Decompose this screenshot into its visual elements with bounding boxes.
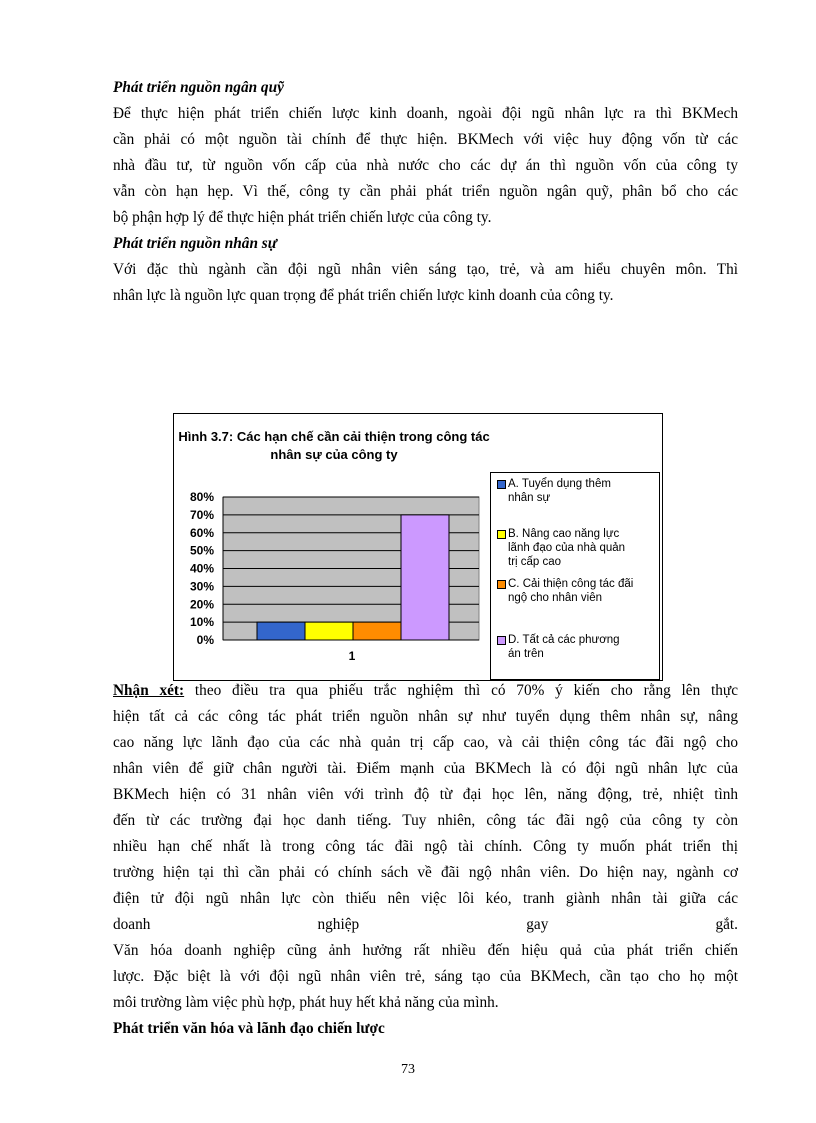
- paragraph-line: môi trường làm việc phù hợp, phát huy hết khả năng của mình.: [113, 994, 499, 1011]
- legend-label: B. Nâng cao năng lực: [508, 528, 620, 540]
- chart-legend: [490, 472, 660, 680]
- paragraph-line: lược. Đặc biệt là với đội ngũ nhân viên trẻ, sáng tạo của BKMech, cần tạo cho họ một: [113, 968, 738, 985]
- y-tick-label: 70%: [189, 507, 214, 522]
- page-number: 73: [401, 1062, 415, 1077]
- bar-c: [353, 622, 401, 640]
- paragraph-line: cần phải có một nguồn tài chính để thực hiện. BKMech với việc huy động vốn từ các: [113, 131, 738, 148]
- y-tick-label: 10%: [189, 615, 214, 630]
- paragraph-line: Văn hóa doanh nghiệp cũng ảnh hưởng rất nhiều đến hiệu quả của phát triển chiến: [113, 942, 738, 959]
- legend-label: D. Tất cả các phương: [508, 634, 620, 646]
- legend-label: lãnh đạo của nhà quản: [508, 542, 626, 554]
- legend-swatch-c: [497, 580, 506, 589]
- paragraph-line: nhân viên để giữ chân người tài. Điểm mạnh của BKMech là có đội ngũ nhân lực của: [113, 760, 738, 777]
- paragraph-line: nhân lực là nguồn lực quan trọng để phát triển chiến lược kinh doanh của công ty.: [113, 287, 614, 304]
- heading-van-hoa-lanh-dao: Phát triển văn hóa và lãnh đạo chiến lược: [113, 1020, 385, 1037]
- bar-b: [305, 622, 353, 640]
- y-tick-label: 30%: [189, 579, 214, 594]
- paragraph-line: trường hiện tại thì cần phải có chính sách về đãi ngộ nhân viên. Do hiện nay, ngành cơ: [113, 864, 738, 881]
- comment-first-line: [113, 678, 738, 704]
- y-tick-label: 0%: [196, 633, 214, 647]
- bar-d: [401, 515, 449, 640]
- legend-label: nhân sự: [508, 492, 551, 504]
- paragraph-line: Để thực hiện phát triển chiến lược kinh doanh, ngoài đội ngũ nhân lực ra thì BKMech: [113, 105, 738, 122]
- legend-label: A. Tuyển dụng thêm: [508, 478, 611, 490]
- chart-title-line1: Hình 3.7: Các hạn chế cần cải thiện trong công tác: [178, 429, 490, 444]
- y-tick-label: 40%: [189, 561, 214, 576]
- paragraph-line: cao năng lực lãnh đạo của các nhà quản trị cấp cao, và cải thiện công tác đãi ngộ cho: [113, 734, 738, 751]
- bar-chart: [173, 413, 663, 681]
- comment-label: Nhận xét:: [113, 682, 185, 699]
- bar-a: [257, 622, 305, 640]
- legend-label: C. Cải thiện công tác đãi: [508, 578, 634, 590]
- x-tick-label: 1: [348, 649, 356, 663]
- paragraph-line: hiện tất cả các công tác phát triển nguồn nhân sự như tuyển dụng thêm nhân sự, nâng: [113, 708, 738, 725]
- paragraph-line: doanh nghiệp gay gắt.: [113, 916, 738, 933]
- chart-title-line2: nhân sự của công ty: [270, 447, 398, 462]
- paragraph-text: theo điều tra qua phiếu trắc nghiệm thì có 70% ý kiến cho rằng lên thực: [184, 682, 738, 699]
- legend-label: trị cấp cao: [508, 556, 562, 568]
- chart-plot: [174, 414, 490, 680]
- y-tick-label: 20%: [189, 597, 214, 612]
- paragraph-line: BKMech hiện có 31 nhân viên với trình độ từ đại học lên, năng động, trẻ, nhiệt tình: [113, 786, 738, 803]
- legend-swatch-b: [497, 530, 506, 539]
- paragraph-line: nhiều hạn chế nhất là trong công tác đãi ngộ tài chính. Công ty muốn phát triển thị: [113, 838, 738, 855]
- paragraph-line: đến từ các trường đại học danh tiếng. Tuy nhiên, công tác đãi ngộ của công ty còn: [113, 812, 738, 829]
- paragraph-line: vẫn còn hạn hẹp. Vì thế, công ty cần phải phát triển nguồn ngân quỹ, phân bổ cho các: [113, 183, 738, 200]
- heading-nguon-ngan-quy: Phát triển nguồn ngân quỹ: [113, 79, 284, 96]
- paragraph-line: Với đặc thù ngành cần đội ngũ nhân viên sáng tạo, trẻ, và am hiểu chuyên môn. Thì: [113, 261, 738, 278]
- legend-swatch-d: [497, 636, 506, 645]
- y-tick-label: 50%: [189, 543, 214, 558]
- y-tick-label: 60%: [189, 525, 214, 540]
- paragraph-line: điện tử đội ngũ nhân lực còn thiếu nên việc lôi kéo, tranh giành nhân tài giữa các: [113, 890, 738, 907]
- legend-swatch-a: [497, 480, 506, 489]
- y-tick-label: 80%: [189, 490, 214, 504]
- heading-nguon-nhan-su: Phát triển nguồn nhân sự: [113, 235, 277, 252]
- paragraph-line: bộ phận hợp lý để thực hiện phát triển chiến lược của công ty.: [113, 209, 492, 226]
- legend-label: ngộ cho nhân viên: [508, 592, 602, 604]
- legend-label: án trên: [508, 648, 544, 660]
- paragraph-line: nhà đầu tư, từ nguồn vốn cấp của nhà nước cho các dự án thì nguồn vốn của công ty: [113, 157, 738, 174]
